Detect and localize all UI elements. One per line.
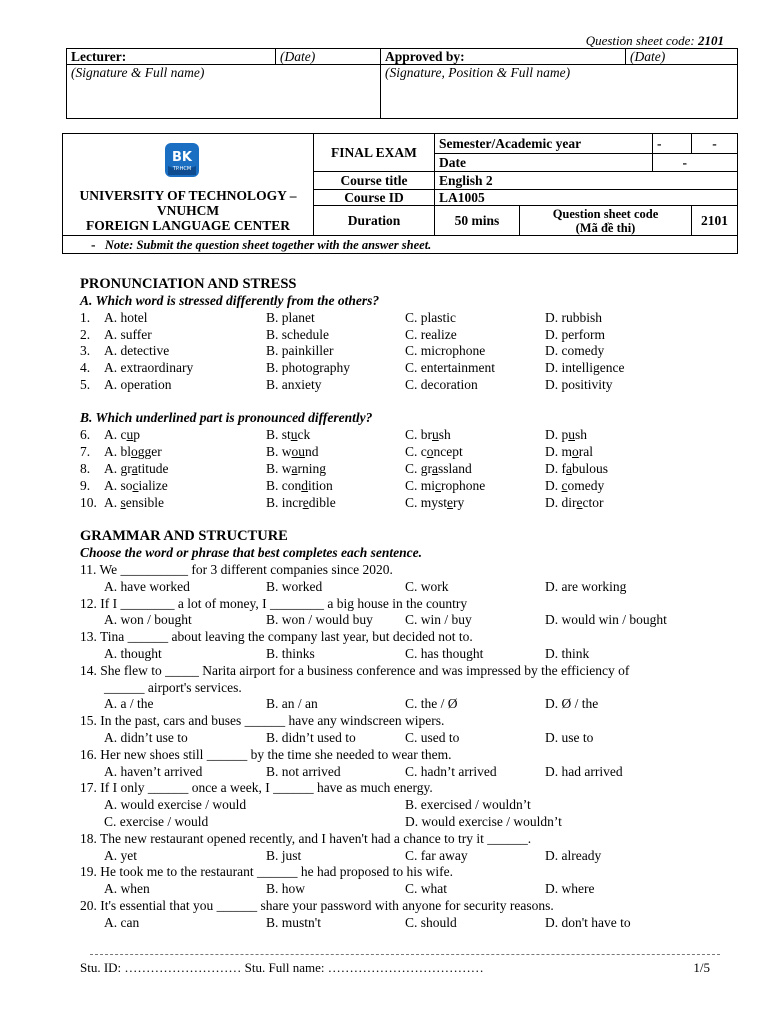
option-text: ssland bbox=[438, 461, 472, 476]
option-c: C. hadn’t arrived bbox=[405, 763, 497, 779]
section-title-pronunciation: PRONUNCIATION AND STRESS bbox=[80, 276, 297, 292]
bk-logo bbox=[164, 142, 200, 178]
option-d bbox=[545, 427, 587, 443]
underlined-part: e bbox=[576, 495, 583, 510]
page-number: 1/5 bbox=[693, 960, 710, 975]
option-text: B. w bbox=[266, 461, 292, 476]
options-row bbox=[80, 881, 740, 898]
question-stem: 17. If I only ______ once a week, I ______ have as much energy. bbox=[80, 780, 433, 796]
option-b: B. anxiety bbox=[266, 376, 322, 392]
underlined-part: d bbox=[301, 478, 308, 493]
lecturer-date: (Date) bbox=[276, 49, 381, 65]
option-d: D. already bbox=[545, 847, 602, 863]
underlined-part: c bbox=[435, 478, 442, 493]
option-b bbox=[266, 427, 310, 443]
option-a: A. would exercise / would bbox=[104, 797, 247, 813]
option-text: titude bbox=[137, 461, 169, 476]
options-row bbox=[80, 764, 740, 781]
question-stem: 12. If I ________ a lot of money, I ________ a big house in the country bbox=[80, 595, 468, 611]
option-a: A. when bbox=[104, 881, 150, 897]
question-row bbox=[80, 343, 740, 360]
semester-val2: - bbox=[691, 134, 737, 154]
option-text: B. con bbox=[266, 478, 302, 493]
option-text: C. gr bbox=[405, 461, 432, 476]
question-number: 10. bbox=[80, 495, 97, 510]
option-a: A. detective bbox=[104, 343, 170, 359]
note-row bbox=[63, 236, 738, 254]
option-d: D. perform bbox=[545, 326, 605, 342]
qsc-label-cell bbox=[520, 206, 692, 236]
question-row bbox=[80, 327, 740, 344]
option-text: A. gr bbox=[104, 461, 132, 476]
qsc-label2: (Mã đề thi) bbox=[575, 220, 636, 235]
option-text: C. myst bbox=[405, 495, 448, 510]
option-text: A. bbox=[104, 495, 121, 510]
underlined-part: s bbox=[120, 495, 126, 510]
underlined-part: e bbox=[302, 495, 309, 510]
option-text: ry bbox=[453, 495, 465, 510]
note-bullet: - bbox=[91, 236, 96, 252]
option-b: B. worked bbox=[266, 578, 323, 594]
question-number: 1. bbox=[80, 310, 91, 325]
option-d: D. would win / bought bbox=[545, 612, 667, 628]
option-text: B. w bbox=[266, 444, 292, 459]
question-stem: 13. Tina ______ about leaving the company last year, but decided not to. bbox=[80, 629, 473, 645]
question-number: 6. bbox=[80, 427, 91, 442]
option-b: B. not arrived bbox=[266, 763, 341, 779]
option-d: D. are working bbox=[545, 578, 627, 594]
question-number: 7. bbox=[80, 444, 91, 459]
option-text: dible bbox=[308, 495, 336, 510]
part-b-instruction: B. Which underlined part is pronounced differently? bbox=[80, 410, 373, 425]
option-text: D. dir bbox=[545, 495, 577, 510]
question-sheet-code: Question sheet code: 2101 bbox=[585, 33, 724, 48]
option-c: C. realize bbox=[405, 326, 457, 342]
option-a: A. suffer bbox=[104, 326, 152, 342]
option-c bbox=[405, 444, 463, 460]
semester-val1: - bbox=[652, 134, 691, 154]
question-stem: 14. She flew to _____ Narita airport for a business conference and was impressed by the efficiency of bbox=[80, 662, 630, 678]
grammar-instruction: Choose the word or phrase that best completes each sentence. bbox=[80, 545, 422, 560]
option-b: B. didn’t used to bbox=[266, 730, 356, 745]
option-c: C. exercise / would bbox=[104, 814, 209, 829]
option-d bbox=[545, 478, 604, 494]
option-a: A. yet bbox=[104, 847, 137, 863]
part-a-instruction: A. Which word is stressed differently from the others? bbox=[80, 293, 380, 308]
option-d: D. Ø / the bbox=[545, 696, 599, 712]
option-d: D. rubbish bbox=[545, 310, 602, 325]
option-text: ral bbox=[578, 444, 593, 459]
option-a: A. thought bbox=[104, 646, 162, 661]
option-c: C. microphone bbox=[405, 343, 486, 359]
option-text: bulous bbox=[572, 461, 609, 476]
option-b bbox=[266, 461, 326, 477]
underlined-part: u bbox=[290, 427, 298, 442]
option-d: D. use to bbox=[545, 730, 594, 745]
option-c: C. win / buy bbox=[405, 612, 472, 628]
question-stem: 16. Her new shoes still ______ by the time she needed to wear them. bbox=[80, 746, 452, 762]
option-d: D. don't have to bbox=[545, 914, 631, 930]
lecturer-signature: (Signature & Full name) bbox=[67, 65, 381, 119]
options-row bbox=[80, 612, 740, 629]
option-d: D. intelligence bbox=[545, 360, 625, 376]
option-b: B. painkiller bbox=[266, 343, 334, 359]
option-text: nd bbox=[305, 444, 319, 459]
question-row bbox=[80, 427, 740, 444]
course-id-label: Course ID bbox=[314, 190, 435, 206]
option-text: A. bl bbox=[104, 444, 131, 459]
option-a: A. can bbox=[104, 914, 140, 930]
options-row bbox=[80, 797, 740, 814]
option-b: B. planet bbox=[266, 310, 315, 325]
option-text: rophone bbox=[441, 478, 486, 493]
option-c: C. plastic bbox=[405, 310, 456, 325]
duration-label: Duration bbox=[314, 206, 435, 236]
logo-text: BK bbox=[172, 150, 192, 165]
option-text: p bbox=[133, 427, 140, 442]
footer-divider bbox=[90, 954, 720, 955]
underlined-part: a bbox=[291, 461, 298, 476]
option-d: D. think bbox=[545, 646, 590, 661]
option-b bbox=[266, 478, 333, 494]
option-d: D. positivity bbox=[545, 376, 613, 392]
option-d: D. would exercise / wouldn’t bbox=[405, 814, 562, 829]
options-row bbox=[80, 848, 740, 865]
underlined-part: a bbox=[566, 461, 572, 476]
approved-date: (Date) bbox=[626, 49, 738, 65]
note-text: Note: Submit the question sheet together with the answer sheet. bbox=[104, 237, 432, 252]
underlined-part: u bbox=[568, 427, 575, 442]
option-text: rning bbox=[297, 461, 327, 476]
options-row bbox=[80, 915, 740, 932]
signature-table bbox=[66, 48, 738, 119]
underlined-part: c bbox=[132, 478, 139, 493]
option-b: B. an / an bbox=[266, 696, 318, 712]
qsc-value: 2101 bbox=[691, 206, 737, 236]
option-b: B. won / would buy bbox=[266, 612, 373, 628]
question-row bbox=[80, 478, 740, 495]
question-row bbox=[80, 461, 740, 478]
option-c bbox=[405, 495, 464, 511]
option-c: C. far away bbox=[405, 847, 468, 863]
question-row bbox=[80, 360, 740, 377]
options-row bbox=[80, 730, 740, 747]
final-exam: FINAL EXAM bbox=[314, 134, 435, 172]
option-d: D. had arrived bbox=[545, 763, 623, 779]
qsc-label1: Question sheet code bbox=[552, 206, 659, 221]
option-a bbox=[104, 478, 168, 494]
underlined-part: o bbox=[131, 444, 138, 459]
option-text: C. mi bbox=[405, 478, 436, 493]
option-text: B. st bbox=[266, 427, 291, 442]
option-b bbox=[266, 495, 336, 511]
date-value: - bbox=[652, 154, 737, 172]
option-c: C. the / Ø bbox=[405, 696, 458, 712]
option-a: A. have worked bbox=[104, 578, 190, 594]
option-c: C. work bbox=[405, 578, 449, 594]
underlined-part: e bbox=[447, 495, 454, 510]
underlined-part: ou bbox=[291, 444, 306, 459]
underlined-part: a bbox=[131, 461, 138, 476]
option-a bbox=[104, 427, 140, 443]
question-stem: 19. He took me to the restaurant ______ he had proposed to his wife. bbox=[80, 864, 454, 880]
question-number: 3. bbox=[80, 343, 91, 359]
footer bbox=[80, 960, 710, 976]
univ-line1: UNIVERSITY OF TECHNOLOGY – bbox=[79, 188, 297, 203]
question-stem-cont: ______ airport's services. bbox=[104, 679, 242, 695]
underlined-part: u bbox=[126, 427, 134, 442]
options-row bbox=[80, 646, 740, 663]
question-number: 5. bbox=[80, 376, 91, 392]
option-b: B. just bbox=[266, 847, 302, 863]
option-text: D. p bbox=[545, 427, 569, 442]
option-b: B. how bbox=[266, 881, 306, 897]
underlined-part: o bbox=[426, 444, 434, 459]
option-c: C. has thought bbox=[405, 646, 484, 661]
option-text: A. c bbox=[104, 427, 127, 442]
options-row bbox=[80, 696, 740, 713]
underlined-part: a bbox=[432, 461, 438, 476]
option-c bbox=[405, 461, 472, 477]
option-a: A. didn’t use to bbox=[104, 730, 188, 745]
option-c: C. entertainment bbox=[405, 360, 495, 376]
option-text: omedy bbox=[567, 478, 605, 493]
question-number: 4. bbox=[80, 360, 91, 376]
option-a: A. won / bought bbox=[104, 612, 192, 628]
question-number: 9. bbox=[80, 478, 91, 493]
option-a bbox=[104, 461, 169, 477]
univ-line2: VNUHCM bbox=[156, 203, 220, 218]
option-text: ctor bbox=[582, 495, 604, 510]
question-number: 8. bbox=[80, 461, 91, 476]
option-text: ncept bbox=[433, 444, 463, 459]
option-b: B. mustn't bbox=[266, 914, 321, 930]
option-text: ialize bbox=[138, 478, 168, 493]
option-a: A. operation bbox=[104, 376, 172, 392]
date-label: Date bbox=[435, 154, 653, 172]
univ-line3: FOREIGN LANGUAGE CENTER bbox=[85, 218, 291, 233]
course-title-label: Course title bbox=[314, 172, 435, 190]
option-c bbox=[405, 478, 485, 494]
option-text: D. f bbox=[545, 461, 566, 476]
option-text: ensible bbox=[125, 495, 165, 510]
option-c bbox=[405, 427, 451, 443]
option-a bbox=[104, 444, 162, 460]
option-text: B. incr bbox=[266, 495, 303, 510]
footer-student-info: Stu. ID: ……………………… Stu. Full name: ……………………………… bbox=[80, 960, 484, 975]
option-text: C. c bbox=[405, 444, 427, 459]
question-number: 2. bbox=[80, 326, 91, 342]
option-c: B. exercised / wouldn’t bbox=[405, 797, 531, 813]
question-row bbox=[80, 377, 740, 394]
option-text: sh bbox=[575, 427, 588, 442]
option-c: C. decoration bbox=[405, 376, 478, 392]
option-d: D. comedy bbox=[545, 343, 605, 359]
option-b: B. schedule bbox=[266, 326, 329, 342]
course-title: English 2 bbox=[435, 172, 738, 190]
option-text: ck bbox=[297, 427, 311, 442]
course-id: LA1005 bbox=[435, 190, 738, 206]
underlined-part: c bbox=[561, 478, 568, 493]
option-text: D. bbox=[545, 478, 562, 493]
option-text: ition bbox=[308, 478, 333, 493]
question-stem: 20. It's essential that you ______ share your password with anyone for security reasons. bbox=[80, 898, 554, 913]
option-a bbox=[104, 495, 164, 511]
option-text: D. m bbox=[545, 444, 572, 459]
option-d bbox=[545, 461, 608, 477]
underlined-part: u bbox=[432, 427, 439, 442]
question-row bbox=[80, 444, 740, 461]
option-text: A. so bbox=[104, 478, 133, 493]
option-a: A. haven’t arrived bbox=[104, 763, 203, 779]
option-d bbox=[545, 444, 593, 460]
question-stem: 11. We __________ for 3 different companies since 2020. bbox=[80, 562, 393, 577]
logo-sub: TP.HCM bbox=[172, 166, 192, 172]
option-d bbox=[545, 495, 604, 511]
option-c: C. used to bbox=[405, 730, 460, 745]
question-stem: 15. In the past, cars and buses ______ have any windscreen wipers. bbox=[80, 713, 445, 729]
option-a: A. a / the bbox=[104, 696, 154, 712]
option-text: sh bbox=[438, 427, 451, 442]
question-row bbox=[80, 495, 740, 512]
duration-value: 50 mins bbox=[435, 206, 520, 236]
option-c: C. should bbox=[405, 914, 457, 930]
option-a: A. hotel bbox=[104, 310, 148, 325]
option-a: A. extraordinary bbox=[104, 360, 194, 376]
options-row bbox=[80, 579, 740, 596]
approved-label: Approved by: bbox=[381, 49, 626, 65]
option-b: B. thinks bbox=[266, 646, 315, 661]
option-d: D. where bbox=[545, 881, 595, 897]
option-text: C. br bbox=[405, 427, 432, 442]
question-row bbox=[80, 310, 740, 327]
question-stem: 18. The new restaurant opened recently, and I haven't had a chance to try it ______. bbox=[80, 830, 532, 846]
lecturer-label: Lecturer: bbox=[67, 49, 276, 65]
options-row bbox=[80, 814, 740, 831]
option-text: gger bbox=[137, 444, 162, 459]
semester-label: Semester/Academic year bbox=[435, 134, 653, 154]
approved-signature: (Signature, Position & Full name) bbox=[381, 65, 738, 119]
section-title-grammar: GRAMMAR AND STRUCTURE bbox=[80, 528, 288, 544]
option-c: C. what bbox=[405, 881, 447, 897]
underlined-part: o bbox=[572, 444, 579, 459]
option-b: B. photography bbox=[266, 360, 350, 376]
option-b bbox=[266, 444, 319, 460]
